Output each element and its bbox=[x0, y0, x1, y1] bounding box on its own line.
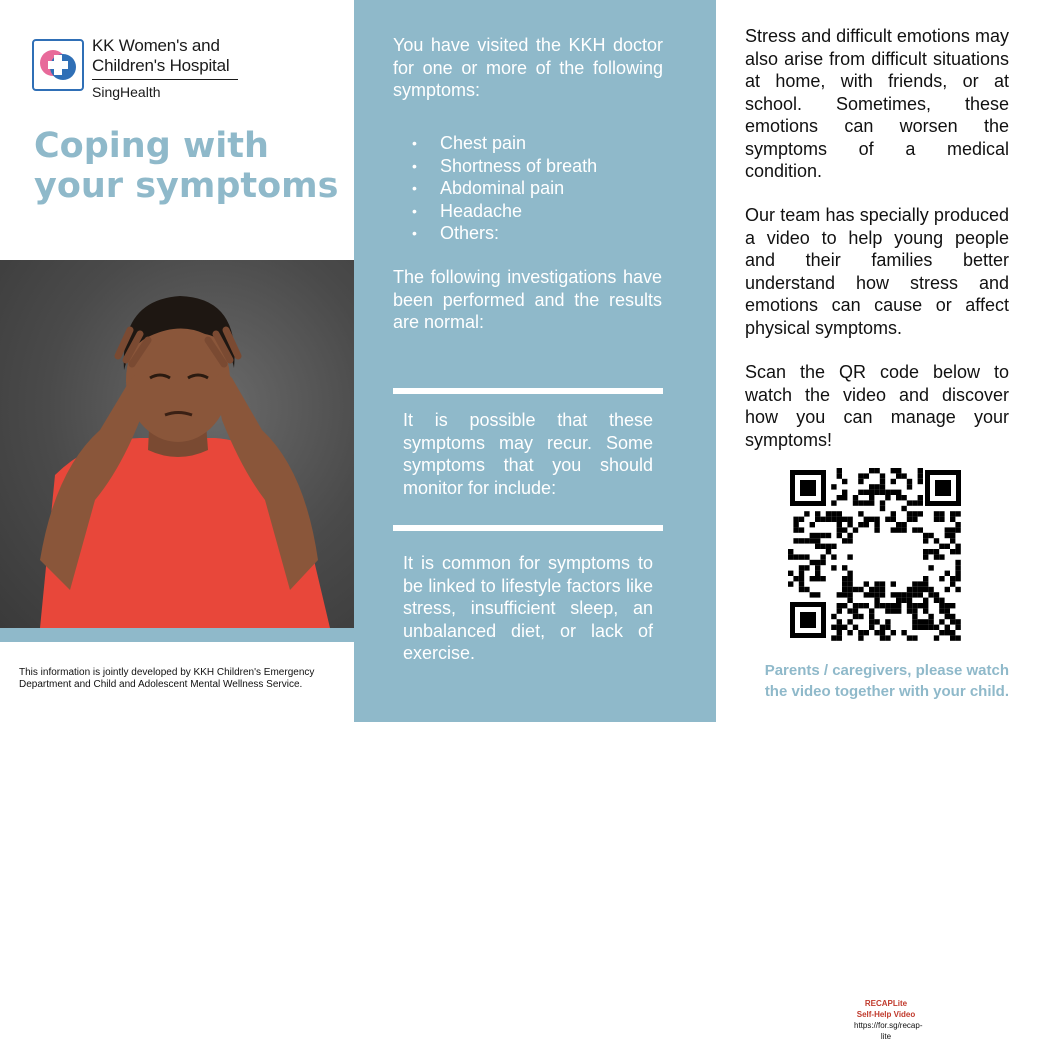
symptom-item: • Headache bbox=[412, 200, 597, 223]
group-name: SingHealth bbox=[92, 84, 161, 100]
symptom-list bbox=[412, 132, 597, 245]
qr-caption bbox=[854, 998, 923, 1044]
hospital-logo bbox=[32, 35, 262, 105]
credits-note: This information is jointly developed by KKH Children's Emergency Department and Child and Adolescent Mental Wellness Service. bbox=[19, 667, 315, 690]
visit-intro: You have visited the KKH doctor for one or more of the following symptoms: bbox=[393, 35, 663, 100]
scan-paragraph: Scan the QR code below to watch the video and discover how you can manage your symptoms! bbox=[745, 362, 1009, 450]
accent-strip bbox=[0, 628, 354, 642]
hospital-name-line1: KK Women's and bbox=[92, 36, 220, 55]
symptom-item: • Abdominal pain bbox=[412, 177, 597, 200]
video-paragraph: Our team has specially produced a video to help young people and their families better understand how stress and emotions can cause or affect physical symptoms. bbox=[745, 205, 1009, 338]
video-panel bbox=[716, 0, 1039, 1041]
qr-caption-url: https://for.sg/recap-lite bbox=[854, 1021, 923, 1041]
stress-paragraph: Stress and difficult emotions may also arise from difficult situations at home, with friends, or at school. Sometimes, these emotions can worsen the symptoms of a medical condition. bbox=[745, 26, 1009, 181]
logo-divider bbox=[92, 79, 238, 80]
hospital-name-line2: Children's Hospital bbox=[92, 56, 230, 75]
symptom-item: • Chest pain bbox=[412, 132, 597, 155]
symptom-item: • Shortness of breath bbox=[412, 155, 597, 178]
qr-caption-subtitle: Self-Help Video bbox=[856, 1010, 916, 1019]
lifestyle-text: It is common for symptoms to be linked to lifestyle factors like stress, insufficient sleep, an unbalanced diet, or lack of exercise. bbox=[403, 553, 653, 663]
brochure-title: Coping with your symptoms bbox=[34, 126, 339, 206]
qr-caption-title: RECAPLite bbox=[864, 999, 908, 1008]
investigations-text: The following investigations have been performed and the results are normal: bbox=[393, 267, 662, 332]
symptom-item: • Others: bbox=[412, 222, 597, 245]
section-divider bbox=[393, 388, 663, 394]
cover-photo bbox=[0, 260, 354, 628]
symptoms-panel bbox=[354, 0, 716, 722]
parents-note: Parents / caregivers, please watch the video together with your child. bbox=[764, 662, 1009, 700]
qr-code-icon bbox=[788, 468, 963, 640]
cover-panel bbox=[0, 0, 354, 722]
recur-text: It is possible that these symptoms may recur. Some symptoms that you should monitor for include: bbox=[403, 410, 653, 498]
section-divider bbox=[393, 525, 663, 531]
hospital-logo-icon bbox=[32, 39, 84, 91]
